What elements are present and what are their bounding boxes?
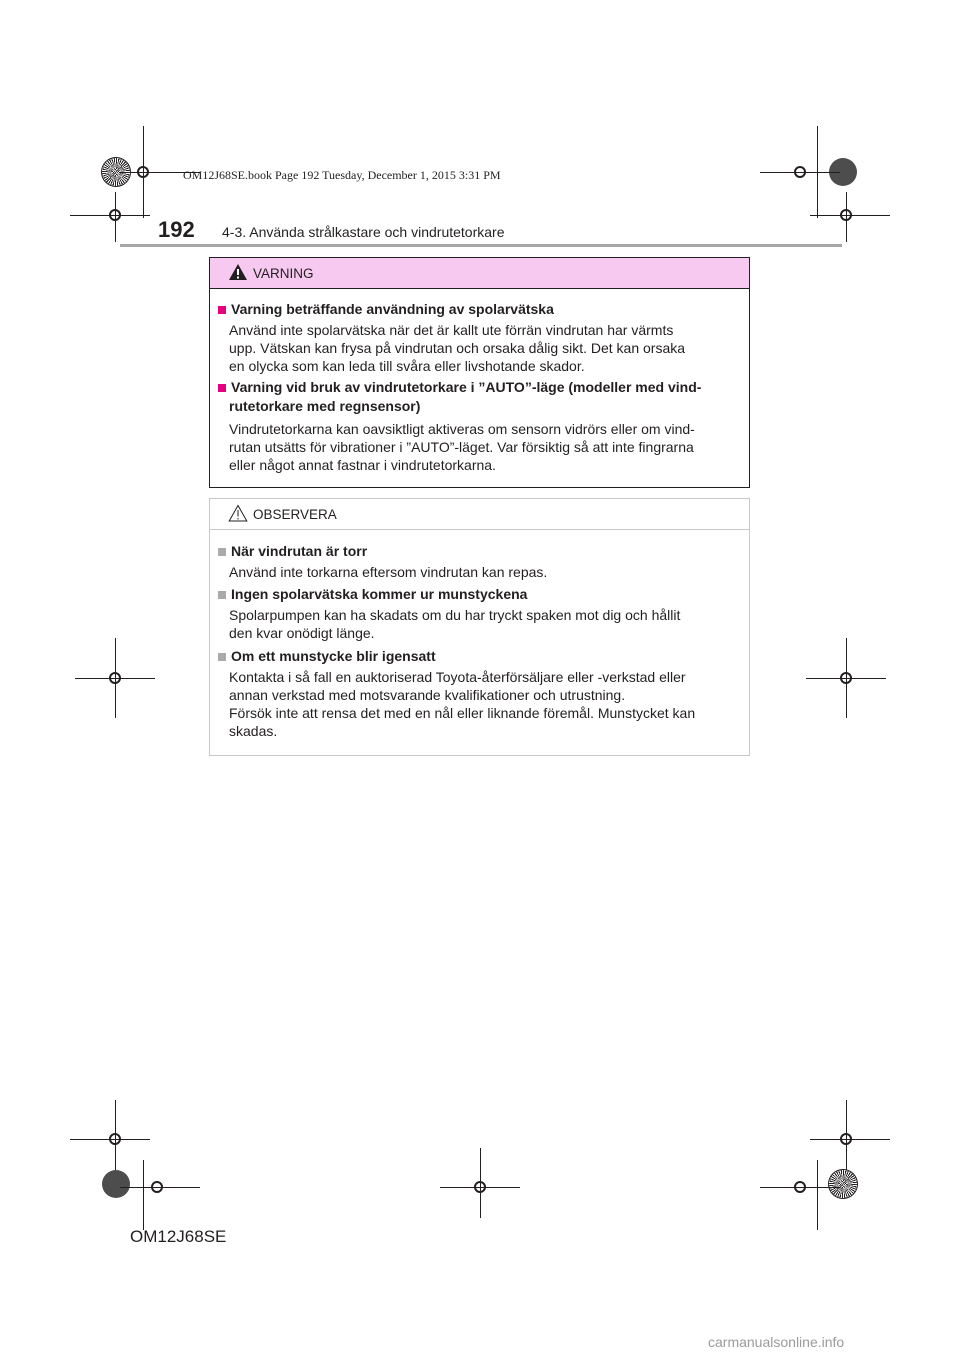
caution-header: [210, 499, 749, 530]
warning-label: VARNING: [253, 266, 314, 281]
model-code: OM12J68SE: [130, 1227, 227, 1246]
caution-triangle-outline-icon: [228, 504, 248, 522]
square-bullet-icon: [218, 384, 226, 392]
book-info-slug: OM12J68SE.book Page 192 Tuesday, December 1, 2015 3:31 PM: [183, 168, 501, 182]
color-disc-mark-icon: [102, 1170, 130, 1198]
caution-item-body: Använd inte torkarna eftersom vindrutan kan repas.: [229, 564, 548, 580]
warning-item-title: Varning beträffande användning av spolarvätska: [218, 301, 554, 317]
caution-item-body: Spolarpumpen kan ha skadats om du har tryckt spaken mot dig och hållit den kvar onödigt länge.: [229, 607, 681, 641]
warning-item-body: Vindrutetorkarna kan oavsiktligt aktiveras om sensorn vidrörs eller om vind- rutan utsätts för vibrationer i ”AUTO”-läget. Var försiktig så att inte fingrarna eller något annat fastnar i vindrutetorkarna.: [229, 421, 695, 473]
warning-box: [209, 257, 750, 488]
caution-item-title: Om ett munstycke blir igensatt: [218, 648, 436, 664]
caution-item-title: Ingen spolarvätska kommer ur munstyckena: [218, 586, 527, 602]
warning-triangle-icon: [228, 263, 248, 281]
warning-item-title-continued: rutetorkare med regnsensor): [229, 398, 421, 414]
section-title: 4-3. Använda strålkastare och vindrutetorkare: [222, 224, 505, 240]
square-bullet-icon: [218, 653, 226, 661]
square-bullet-icon: [218, 306, 226, 314]
sunburst-mark-icon: [829, 1170, 857, 1198]
page-number: 192: [158, 217, 195, 242]
caution-item-title: När vindrutan är torr: [218, 543, 367, 559]
caution-label: OBSERVERA: [253, 507, 337, 522]
square-bullet-icon: [218, 548, 226, 556]
watermark: carmanualsonline.info: [708, 1334, 845, 1350]
header-rule: [120, 244, 842, 247]
caution-item-body: Kontakta i så fall en auktoriserad Toyota-återförsäljare eller -verkstad eller annan verkstad med motsvarande kvalifikationer och utrustning. Försök inte att rensa det med en nål eller liknande föremål. Munstycket kan skadas.: [229, 669, 696, 739]
warning-header: [210, 258, 749, 289]
square-bullet-icon: [218, 591, 226, 599]
caution-box: [209, 498, 750, 756]
warning-item-body: Använd inte spolarvätska när det är kallt ute förrän vindrutan har värmts upp. Vätskan kan frysa på vindrutan och orsaka dålig sikt. Det kan orsaka en olycka som kan leda till svåra eller livshotande skador.: [229, 322, 686, 374]
warning-item-title: Varning vid bruk av vindrutetorkare i ”AUTO”-läge (modeller med vind-: [218, 379, 701, 395]
